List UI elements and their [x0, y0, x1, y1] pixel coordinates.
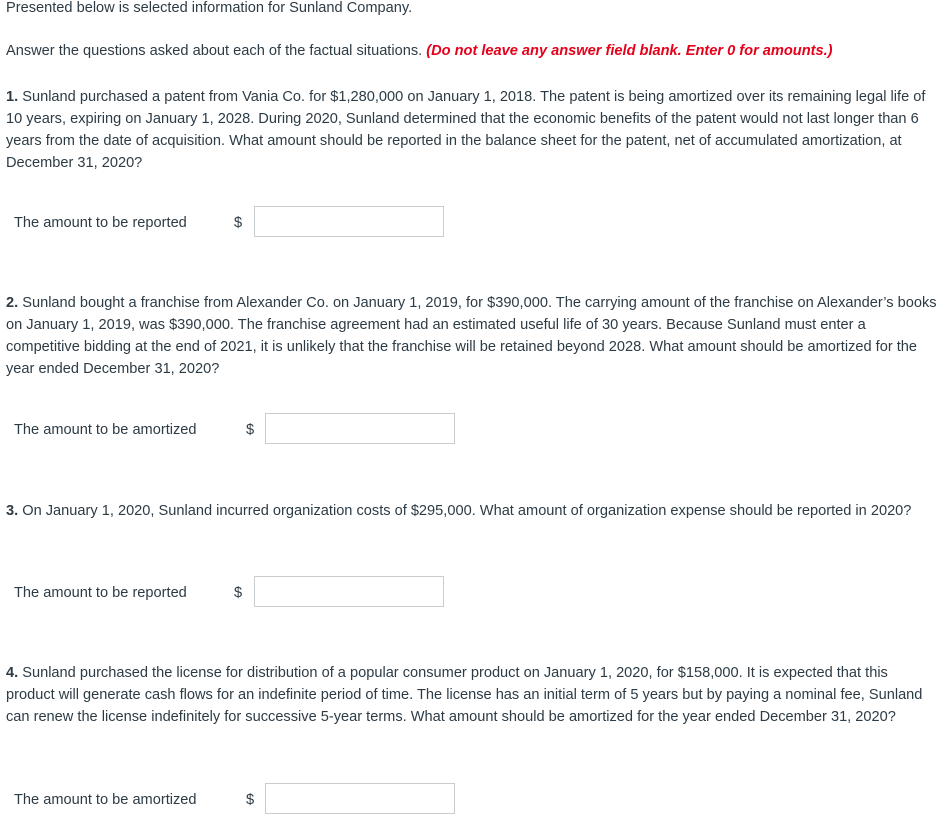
question-1: [6, 86, 938, 174]
currency-symbol: $: [234, 585, 243, 601]
question-text: Sunland purchased a patent from Vania Co. for $1,280,000 on January 1, 2018. The patent is being amortized over its remaining legal life of 10 years, expiring on January 1, 2028. During 2020, Sunland determined that the economic benefits of the patent would not last longer than 6 years from the date of acquisition. What amount should be reported in the balance sheet for the patent, net of accumulated amortization, at December 31, 2020?: [6, 89, 926, 171]
instructions-text: Answer the questions asked about each of the factual situations.: [6, 43, 427, 59]
instructions-emphasis: (Do not leave any answer field blank. Enter 0 for amounts.): [426, 43, 833, 59]
intro-text: Presented below is selected information for Sunland Company.: [6, 0, 413, 16]
question-number: 1.: [6, 89, 19, 105]
question-text: On January 1, 2020, Sunland incurred organization costs of $295,000. What amount of organization expense should be reported in 2020?: [18, 503, 912, 519]
amount-input-1[interactable]: [254, 206, 444, 237]
question-4: [6, 662, 938, 728]
answer-label: The amount to be reported: [14, 585, 187, 601]
answer-label: The amount to be amortized: [14, 422, 197, 438]
currency-symbol: $: [246, 422, 255, 438]
currency-symbol: $: [234, 215, 243, 231]
currency-symbol: $: [246, 792, 255, 808]
question-text: Sunland purchased the license for distribution of a popular consumer product on January 1, 2020, for $158,000. It is expected that this product will generate cash flows for an indefinite period of time. The license has an initial term of 5 years but by paying a nominal fee, Sunland can renew the license indefinitely for successive 5-year terms. What amount should be amortized for the year ended December 31, 2020?: [6, 665, 923, 725]
answer-label: The amount to be amortized: [14, 792, 197, 808]
question-text: Sunland bought a franchise from Alexander Co. on January 1, 2019, for $390,000. The carrying amount of the franchise on Alexander’s books on January 1, 2019, was $390,000. The franchise agreement had an estimated useful life of 30 years. Because Sunland must enter a competitive bidding at the end of 2021, it is unlikely that the franchise will be retained beyond 2028. What amount should be amortized for the year ended December 31, 2020?: [6, 295, 937, 377]
amount-input-2[interactable]: [265, 413, 455, 444]
answer-label: The amount to be reported: [14, 215, 187, 231]
question-number: 4.: [6, 665, 19, 681]
question-2: [6, 292, 938, 380]
question-number: 2.: [6, 295, 19, 311]
amount-input-3[interactable]: [254, 576, 444, 607]
question-number: 3.: [6, 503, 19, 519]
instructions: [6, 40, 938, 62]
amount-input-4[interactable]: [265, 783, 455, 814]
question-3: [6, 500, 938, 522]
